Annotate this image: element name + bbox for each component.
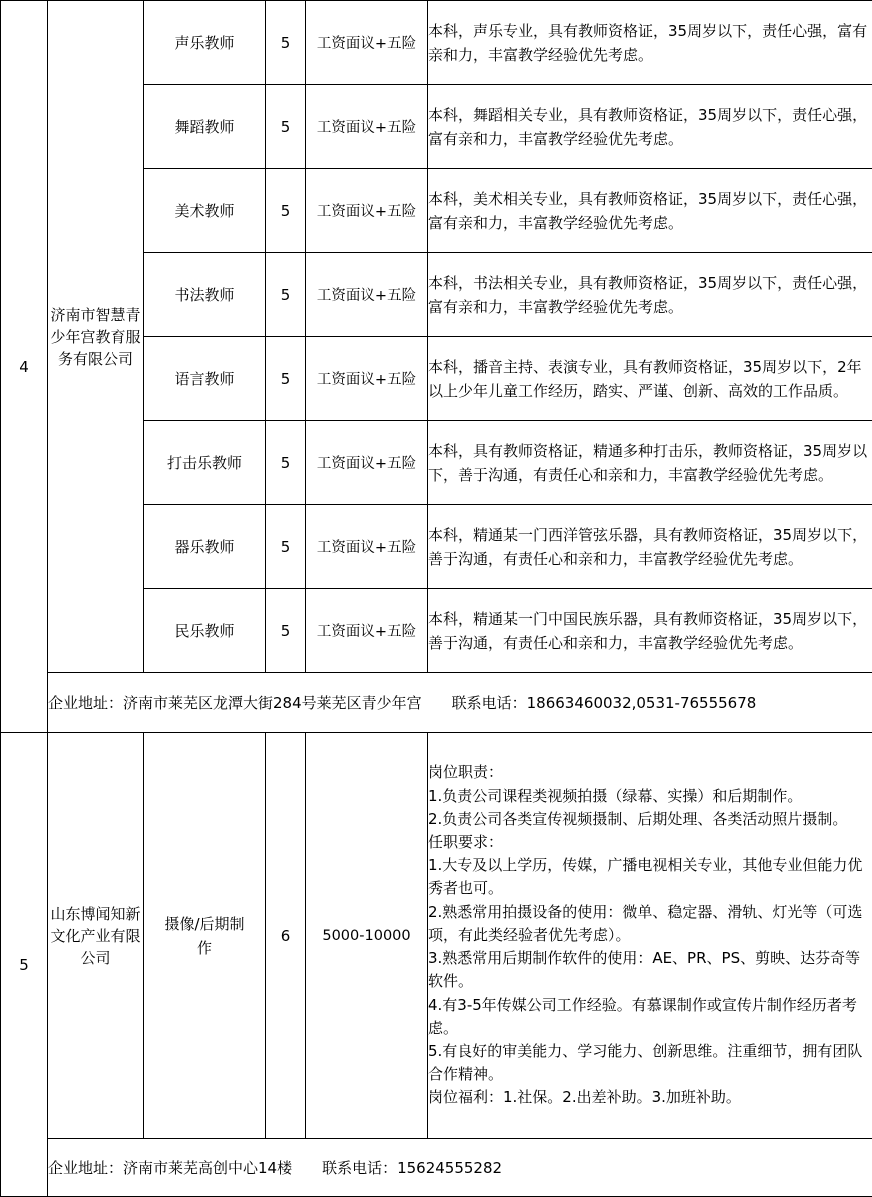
- table-row: [1, 1, 872, 85]
- company-address: 企业地址：济南市莱芜高创中心14楼 联系电话：15624555282: [48, 1139, 872, 1197]
- detail-line: 1.大专及以上学历，传媒，广播电视相关专业，其他专业但能力优秀者也可。: [428, 856, 863, 898]
- detail-line: 5.有良好的审美能力、学习能力、创新思维。注重细节，拥有团队合作精神。: [428, 1041, 863, 1084]
- detail-line: 岗位职责：: [428, 763, 504, 782]
- position-name: 民乐教师: [144, 589, 266, 673]
- detail-line: 4.有3-5年传媒公司工作经验。有慕课制作或宣传片制作经历者考虑。: [428, 995, 857, 1037]
- address-row: [1, 673, 872, 733]
- salary: 5000-10000: [306, 733, 428, 1139]
- address-row: [1, 1139, 872, 1197]
- salary: 工资面议+五险: [306, 505, 428, 589]
- headcount: 5: [266, 421, 306, 505]
- headcount: 6: [266, 733, 306, 1139]
- requirement: 本科，书法相关专业，具有教师资格证，35周岁以下，责任心强，富有亲和力，丰富教学经验优先考虑。: [428, 253, 872, 337]
- detail-line: 3.熟悉常用后期制作软件的使用：AE、PR、PS、剪映、达芬奇等软件。: [428, 949, 861, 991]
- position-name: 舞蹈教师: [144, 85, 266, 169]
- requirement: 本科，具有教师资格证，精通多种打击乐，教师资格证，35周岁以下，善于沟通，有责任心和亲和力，丰富教学经验优先考虑。: [428, 421, 872, 505]
- salary: 工资面议+五险: [306, 169, 428, 253]
- requirement: 本科，声乐专业，具有教师资格证，35周岁以下，责任心强，富有亲和力，丰富教学经验优先考虑。: [428, 1, 872, 85]
- company-name: 济南市智慧青少年宫教育服务有限公司: [48, 1, 144, 673]
- headcount: 5: [266, 169, 306, 253]
- salary: 工资面议+五险: [306, 421, 428, 505]
- detail-line: 任职要求：: [428, 833, 504, 852]
- salary: 工资面议+五险: [306, 1, 428, 85]
- requirement: 本科，精通某一门西洋管弦乐器，具有教师资格证，35周岁以下，善于沟通，有责任心和亲和力，丰富教学经验优先考虑。: [428, 505, 872, 589]
- detail-line: 岗位福利：1.社保。2.出差补助。3.加班补助。: [428, 1088, 741, 1107]
- position-name: 摄像/后期制作: [144, 733, 266, 1139]
- headcount: 5: [266, 1, 306, 85]
- headcount: 5: [266, 589, 306, 673]
- requirement: 本科，精通某一门中国民族乐器，具有教师资格证，35周岁以下，善于沟通，有责任心和亲和力，丰富教学经验优先考虑。: [428, 589, 872, 673]
- table-row: [1, 733, 872, 1139]
- position-name: 语言教师: [144, 337, 266, 421]
- detail-line: 2.负责公司各类宣传视频摄制、后期处理、各类活动照片摄制。: [428, 809, 848, 828]
- company-address: 企业地址：济南市莱芜区龙潭大街284号莱芜区青少年宫 联系电话：18663460032,0531-76555678: [48, 673, 872, 733]
- requirement: 本科，播音主持、表演专业，具有教师资格证，35周岁以下，2年以上少年儿童工作经历，踏实、严谨、创新、高效的工作品质。: [428, 337, 872, 421]
- requirement: 本科，舞蹈相关专业，具有教师资格证，35周岁以下，责任心强，富有亲和力，丰富教学经验优先考虑。: [428, 85, 872, 169]
- position-name: 书法教师: [144, 253, 266, 337]
- salary: 工资面议+五险: [306, 337, 428, 421]
- company-name: 山东博闻知新文化产业有限公司: [48, 733, 144, 1139]
- detail-line: 2.熟悉常用拍摄设备的使用：微单、稳定器、滑轨、灯光等（可选项，有此类经验者优先考虑）。: [428, 902, 863, 944]
- headcount: 5: [266, 505, 306, 589]
- job-details: [428, 733, 872, 1139]
- row-number: 4: [1, 1, 48, 733]
- requirement: 本科，美术相关专业，具有教师资格证，35周岁以下，责任心强，富有亲和力，丰富教学经验优先考虑。: [428, 169, 872, 253]
- headcount: 5: [266, 337, 306, 421]
- headcount: 5: [266, 85, 306, 169]
- row-number: 5: [1, 733, 48, 1197]
- salary: 工资面议+五险: [306, 85, 428, 169]
- detail-line: 1.负责公司课程类视频拍摄（绿幕、实操）和后期制作。: [428, 786, 803, 805]
- salary: 工资面议+五险: [306, 589, 428, 673]
- position-name: 器乐教师: [144, 505, 266, 589]
- position-name: 声乐教师: [144, 1, 266, 85]
- headcount: 5: [266, 253, 306, 337]
- position-name: 美术教师: [144, 169, 266, 253]
- position-name: 打击乐教师: [144, 421, 266, 505]
- salary: 工资面议+五险: [306, 253, 428, 337]
